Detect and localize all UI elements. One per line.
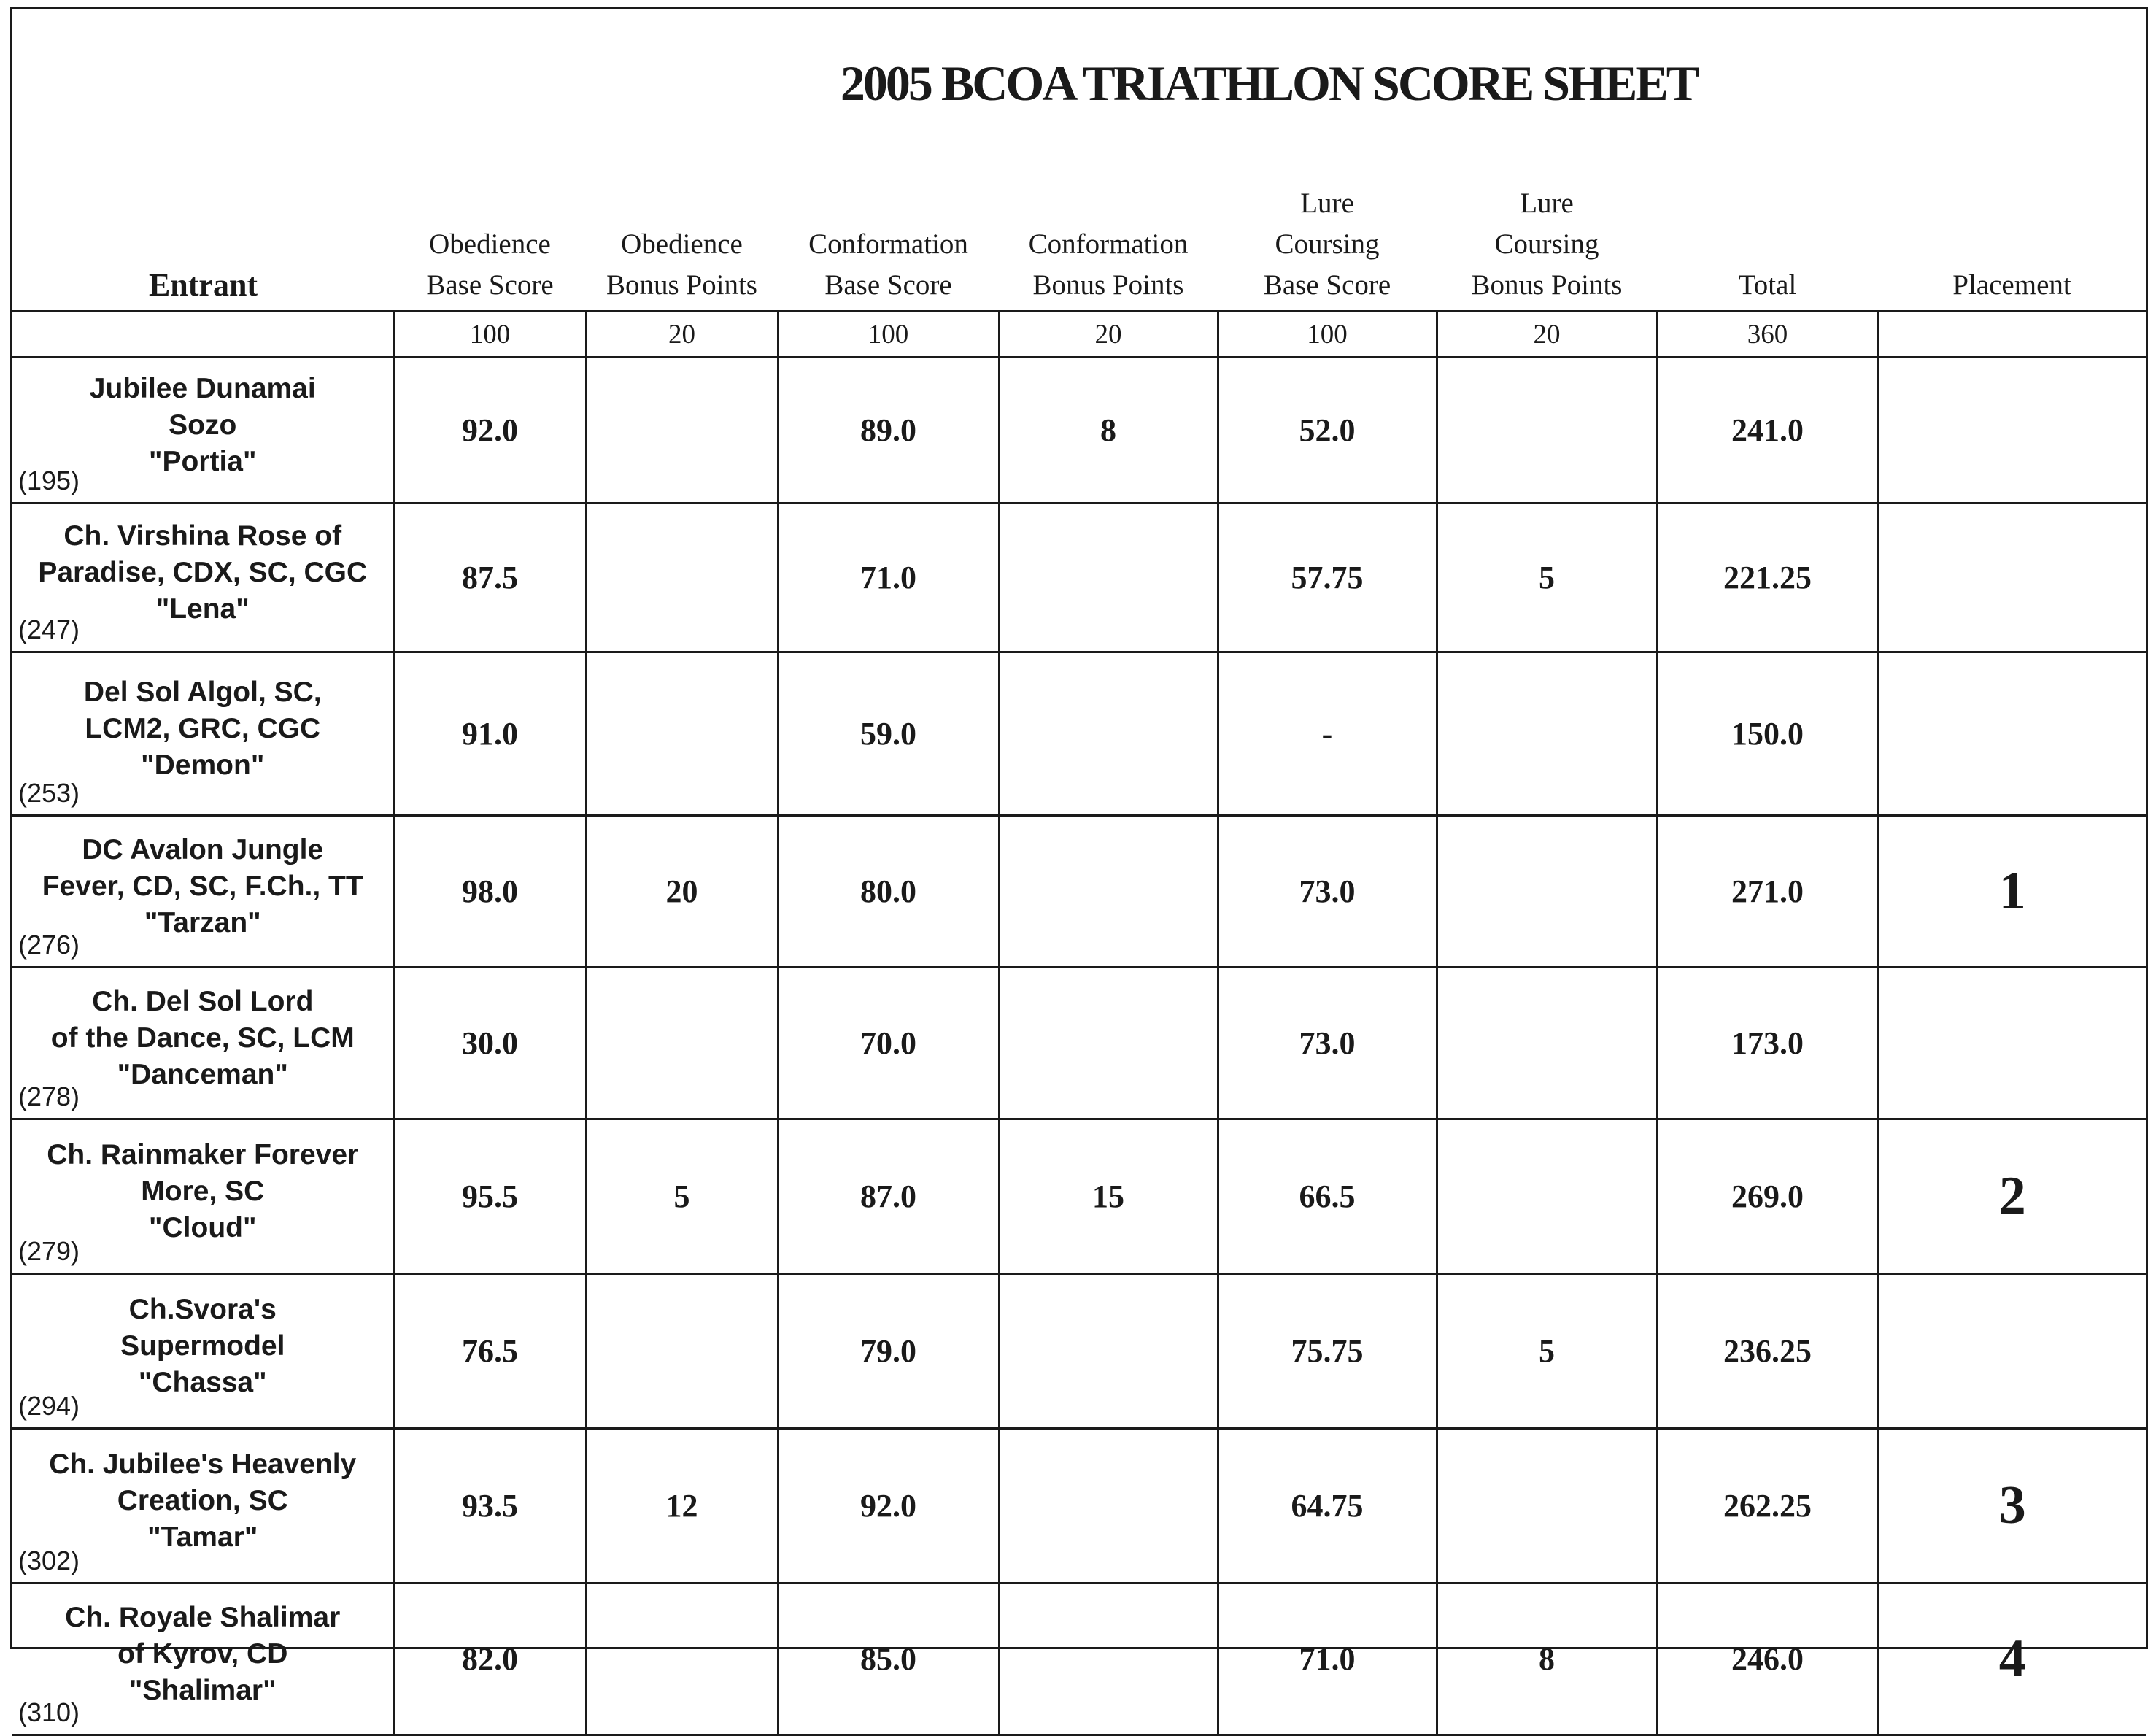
max-entrant xyxy=(12,312,394,358)
obedience-bonus-cell: 20 xyxy=(586,816,778,968)
table-row xyxy=(12,652,2146,816)
lure-coursing-bonus-cell xyxy=(1437,1429,1657,1583)
lure-coursing-bonus-cell: 5 xyxy=(1437,504,1657,652)
lure-coursing-base-cell: 73.0 xyxy=(1218,816,1437,968)
conformation-bonus-cell xyxy=(999,1429,1218,1583)
conformation-bonus-cell xyxy=(999,1583,1218,1735)
header-total: Total xyxy=(1657,167,1878,312)
entrant-number: (276) xyxy=(18,930,80,960)
conformation-bonus-cell xyxy=(999,968,1218,1119)
lure-coursing-base-cell: 57.75 xyxy=(1218,504,1437,652)
conformation-bonus-cell xyxy=(999,1274,1218,1429)
placement-cell: 3 xyxy=(1878,1429,2146,1583)
entrant-number: (310) xyxy=(18,1697,80,1727)
total-cell: 271.0 xyxy=(1657,816,1878,968)
header-lure-coursing-bonus: Lure Coursing Bonus Points xyxy=(1437,167,1657,312)
table-row xyxy=(12,1429,2146,1583)
score-sheet xyxy=(10,7,2148,1727)
conformation-base-cell: 80.0 xyxy=(778,816,999,968)
entrant-cell xyxy=(12,1274,394,1429)
placement-cell xyxy=(1878,1274,2146,1429)
entrant-cell xyxy=(12,1119,394,1274)
entrant-number: (294) xyxy=(18,1391,80,1421)
conformation-bonus-cell: 8 xyxy=(999,358,1218,504)
obedience-bonus-cell: 5 xyxy=(586,1119,778,1274)
max-total: 360 xyxy=(1657,312,1878,358)
total-cell: 262.25 xyxy=(1657,1429,1878,1583)
conformation-bonus-cell xyxy=(999,652,1218,816)
table-row xyxy=(12,968,2146,1119)
table-row xyxy=(12,1274,2146,1429)
placement-cell: 4 xyxy=(1878,1583,2146,1735)
total-cell: 173.0 xyxy=(1657,968,1878,1119)
conformation-base-cell: 79.0 xyxy=(778,1274,999,1429)
conformation-base-cell: 85.0 xyxy=(778,1583,999,1735)
obedience-bonus-cell xyxy=(586,652,778,816)
conformation-base-cell: 87.0 xyxy=(778,1119,999,1274)
total-cell: 269.0 xyxy=(1657,1119,1878,1274)
table-row xyxy=(12,1119,2146,1274)
sheet-title: 2005 BCOA TRIATHLON SCORE SHEET xyxy=(840,55,1698,111)
header-placement: Placement xyxy=(1878,167,2146,312)
entrant-cell xyxy=(12,1429,394,1583)
entrant-name: Ch.Svora's Supermodel "Chassa" xyxy=(120,1293,285,1398)
conformation-base-cell: 71.0 xyxy=(778,504,999,652)
placement-cell xyxy=(1878,652,2146,816)
entrant-name: Ch. Del Sol Lord of the Dance, SC, LCM "Danceman" xyxy=(50,985,355,1090)
entrant-number: (279) xyxy=(18,1236,80,1266)
lure-coursing-base-cell: 52.0 xyxy=(1218,358,1437,504)
placement-cell xyxy=(1878,968,2146,1119)
table-row xyxy=(12,504,2146,652)
placement-cell xyxy=(1878,504,2146,652)
entrant-name: Jubilee Dunamai Sozo "Portia" xyxy=(89,372,316,477)
conformation-bonus-cell: 15 xyxy=(999,1119,1218,1274)
obedience-bonus-cell xyxy=(586,1583,778,1735)
obedience-bonus-cell xyxy=(586,504,778,652)
max-lure-coursing-bonus: 20 xyxy=(1437,312,1657,358)
obedience-bonus-cell: 12 xyxy=(586,1429,778,1583)
obedience-base-cell: 87.5 xyxy=(394,504,586,652)
lure-coursing-base-cell: 71.0 xyxy=(1218,1583,1437,1735)
lure-coursing-bonus-cell xyxy=(1437,652,1657,816)
max-points-row xyxy=(12,312,2146,358)
lure-coursing-bonus-cell xyxy=(1437,968,1657,1119)
header-entrant: Entrant xyxy=(12,167,394,312)
placement-cell: 1 xyxy=(1878,816,2146,968)
conformation-base-cell: 92.0 xyxy=(778,1429,999,1583)
entrant-number: (253) xyxy=(18,778,80,808)
entrant-cell xyxy=(12,504,394,652)
table-row xyxy=(12,358,2146,504)
entrant-name: Del Sol Algol, SC, LCM2, GRC, CGC "Demon" xyxy=(83,676,322,781)
entrant-number: (302) xyxy=(18,1546,80,1575)
lure-coursing-base-cell: 66.5 xyxy=(1218,1119,1437,1274)
lure-coursing-bonus-cell xyxy=(1437,816,1657,968)
entrant-cell xyxy=(12,1583,394,1735)
total-cell: 241.0 xyxy=(1657,358,1878,504)
entrant-cell xyxy=(12,652,394,816)
obedience-base-cell: 93.5 xyxy=(394,1429,586,1583)
lure-coursing-bonus-cell xyxy=(1437,1119,1657,1274)
obedience-base-cell: 98.0 xyxy=(394,816,586,968)
header-row xyxy=(12,167,2146,312)
max-obedience-bonus: 20 xyxy=(586,312,778,358)
placement-cell xyxy=(1878,358,2146,504)
entrant-name: Ch. Jubilee's Heavenly Creation, SC "Tamar" xyxy=(49,1448,357,1553)
entrant-cell xyxy=(12,358,394,504)
header-lure-coursing-base: Lure Coursing Base Score xyxy=(1218,167,1437,312)
obedience-bonus-cell xyxy=(586,1274,778,1429)
obedience-bonus-cell xyxy=(586,968,778,1119)
obedience-base-cell: 91.0 xyxy=(394,652,586,816)
header-obedience-base: Obedience Base Score xyxy=(394,167,586,312)
header-conformation-base: Conformation Base Score xyxy=(778,167,999,312)
obedience-base-cell: 82.0 xyxy=(394,1583,586,1735)
score-table xyxy=(12,167,2146,1736)
obedience-base-cell: 95.5 xyxy=(394,1119,586,1274)
total-cell: 221.25 xyxy=(1657,504,1878,652)
obedience-base-cell: 76.5 xyxy=(394,1274,586,1429)
entrant-cell xyxy=(12,816,394,968)
max-lure-coursing-base: 100 xyxy=(1218,312,1437,358)
lure-coursing-bonus-cell: 5 xyxy=(1437,1274,1657,1429)
placement-cell: 2 xyxy=(1878,1119,2146,1274)
lure-coursing-bonus-cell: 8 xyxy=(1437,1583,1657,1735)
conformation-bonus-cell xyxy=(999,504,1218,652)
total-cell: 150.0 xyxy=(1657,652,1878,816)
max-conformation-base: 100 xyxy=(778,312,999,358)
conformation-base-cell: 59.0 xyxy=(778,652,999,816)
table-row xyxy=(12,1583,2146,1735)
entrant-name: Ch. Rainmaker Forever More, SC "Cloud" xyxy=(47,1138,359,1243)
entrant-name: DC Avalon Jungle Fever, CD, SC, F.Ch., TT "Tarzan" xyxy=(42,833,363,938)
conformation-base-cell: 70.0 xyxy=(778,968,999,1119)
entrant-name: Ch. Virshina Rose of Paradise, CDX, SC, CGC "Lena" xyxy=(38,520,368,625)
entrant-number: (195) xyxy=(18,466,80,495)
total-cell: 236.25 xyxy=(1657,1274,1878,1429)
lure-coursing-bonus-cell xyxy=(1437,358,1657,504)
lure-coursing-base-cell: - xyxy=(1218,652,1437,816)
conformation-base-cell: 89.0 xyxy=(778,358,999,504)
lure-coursing-base-cell: 73.0 xyxy=(1218,968,1437,1119)
total-cell: 246.0 xyxy=(1657,1583,1878,1735)
obedience-base-cell: 92.0 xyxy=(394,358,586,504)
header-obedience-bonus: Obedience Bonus Points xyxy=(586,167,778,312)
obedience-base-cell: 30.0 xyxy=(394,968,586,1119)
max-placement xyxy=(1878,312,2146,358)
entrant-name: Ch. Royale Shalimar of Kyrov, CD "Shalimar" xyxy=(65,1601,341,1706)
entrant-number: (278) xyxy=(18,1081,80,1111)
lure-coursing-base-cell: 75.75 xyxy=(1218,1274,1437,1429)
obedience-bonus-cell xyxy=(586,358,778,504)
max-conformation-bonus: 20 xyxy=(999,312,1218,358)
max-obedience-base: 100 xyxy=(394,312,586,358)
table-row xyxy=(12,816,2146,968)
header-conformation-bonus: Conformation Bonus Points xyxy=(999,167,1218,312)
entrant-cell xyxy=(12,968,394,1119)
conformation-bonus-cell xyxy=(999,816,1218,968)
entrant-number: (247) xyxy=(18,614,80,644)
lure-coursing-base-cell: 64.75 xyxy=(1218,1429,1437,1583)
